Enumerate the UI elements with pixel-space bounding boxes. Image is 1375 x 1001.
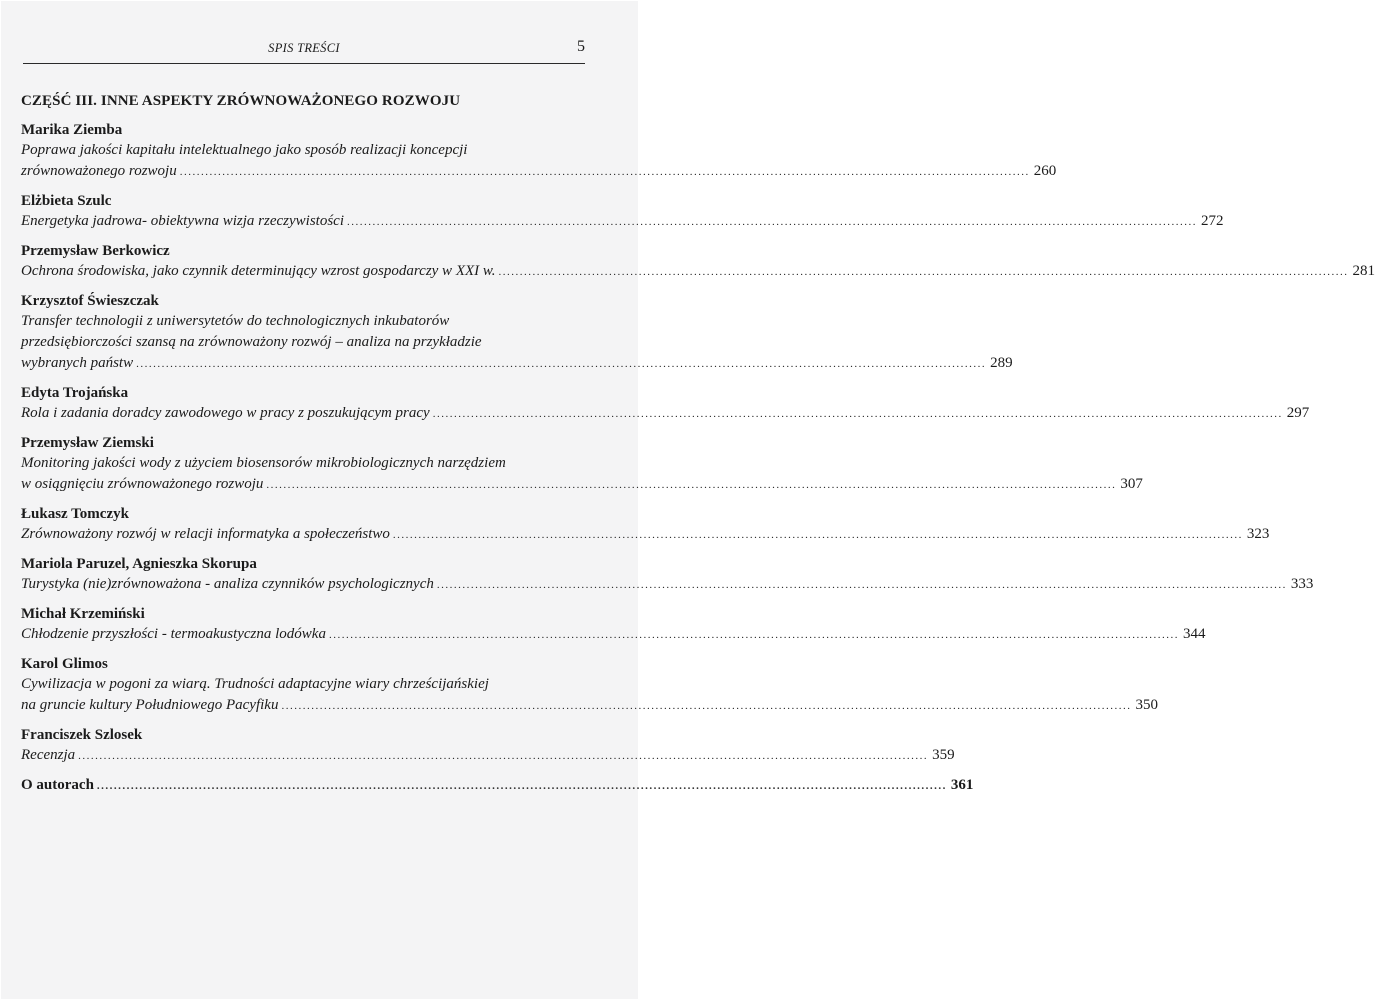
- toc-entry-author: Franciszek Szlosek: [21, 727, 143, 743]
- toc-entry-title: wybranych państw: [21, 355, 134, 371]
- dot-leader: ........................................................................................................................................................................................................: [179, 166, 1030, 178]
- toc-entry-title: Turystyka (nie)zrównoważona - analiza czynników psychologicznych: [21, 576, 434, 592]
- toc-entry-page: 272: [1201, 213, 1224, 229]
- toc-entry-title: Ochrona środowiska, jako czynnik determinujący wzrost gospodarczy w XXI w.: [21, 263, 496, 279]
- document-page: [1, 1, 1375, 999]
- dot-leader: ........................................................................................................................................................................................................: [328, 629, 1179, 641]
- toc-entry-title-line: [21, 261, 1375, 283]
- dot-leader: ........................................................................................................................................................................................................: [498, 266, 1349, 278]
- toc-final-entry: [21, 775, 974, 797]
- toc-entry-title: na gruncie kultury Południowego Pacyfiku: [21, 697, 279, 713]
- toc-entry-author: Edyta Trojańska: [21, 385, 129, 401]
- toc-entry-title: Recenzja: [21, 747, 76, 763]
- toc-entry-page: 344: [1182, 626, 1206, 642]
- toc-entry-title: Rola i zadania doradcy zawodowego w pracy z poszukującym pracy: [21, 405, 430, 421]
- toc-entry-title-line: [21, 332, 584, 353]
- toc-entry: [21, 241, 1375, 283]
- dot-leader: ........................................................................................................................................................................................................: [78, 750, 929, 762]
- toc-entry-title: Cywilizacja w pogoni za wiarą. Trudności adaptacyjne wiary chrześcijańskiej: [21, 676, 489, 692]
- toc-entry-page: 350: [1135, 697, 1158, 713]
- toc-entry-title-line: [21, 524, 1270, 546]
- toc-entry-title-line: [21, 353, 1013, 375]
- toc-entry-title-line: [21, 474, 1143, 496]
- dot-leader: ........................................................................................................................................................................................................: [432, 408, 1283, 420]
- toc-entry: [21, 291, 1013, 375]
- toc-entry-title: Monitoring jakości wody z użyciem biosensorów mikrobiologicznych narzędziem: [21, 455, 506, 471]
- toc-entry-title-line: [21, 403, 1310, 425]
- toc-entry-page: 333: [1290, 576, 1314, 592]
- toc-entry: [21, 604, 1206, 646]
- toc-entry-title: Poprawa jakości kapitału intelektualnego jako sposób realizacji koncepcji: [21, 142, 468, 158]
- toc-entry-page: 307: [1120, 476, 1143, 492]
- toc-entry: [21, 504, 1270, 546]
- toc-entry-title-line: [21, 674, 584, 695]
- toc-entry-title-line: [21, 745, 955, 767]
- toc-entry-title: Chłodzenie przyszłości - termoakustyczna lodówka: [21, 626, 326, 642]
- dot-leader: ........................................................................................................................................................................................................: [347, 216, 1198, 228]
- toc-entry-author: Michał Krzemiński: [21, 606, 145, 622]
- toc-entries: [21, 120, 1375, 767]
- page-header: [23, 37, 585, 64]
- dot-leader: ........................................................................................................................................................................................................: [281, 700, 1132, 712]
- toc-entry-page: 289: [990, 355, 1013, 371]
- toc-entry-page: 323: [1246, 526, 1270, 542]
- toc-entry-author: Elżbieta Szulc: [21, 193, 112, 209]
- toc-entry-title-line: [21, 624, 1206, 646]
- dot-leader: ........................................................................................................................................................................................................: [266, 479, 1117, 491]
- toc-entry-page: 361: [950, 777, 974, 793]
- toc-entry-author: Łukasz Tomczyk: [21, 506, 129, 522]
- toc-entry-title: Zrównoważony rozwój w relacji informatyka a społeczeństwo: [21, 526, 390, 542]
- toc-entry-title-line: [21, 695, 1158, 717]
- toc-entry-title-line: [21, 140, 584, 161]
- toc-entry-title: Energetyka jadrowa- obiektywna wizja rzeczywistości: [21, 213, 345, 229]
- toc-entry-title: w osiągnięciu zrównoważonego rozwoju: [21, 476, 264, 492]
- page-number: 5: [577, 38, 585, 55]
- toc-entry-author: Mariola Paruzel, Agnieszka Skorupa: [21, 556, 257, 572]
- toc-entry: [21, 191, 1224, 233]
- toc-entry-title-line: [21, 211, 1224, 233]
- toc-entry-author: Krzysztof Świeszczak: [21, 293, 159, 309]
- toc-entry-author: Karol Glimos: [21, 656, 108, 672]
- part-title: CZĘŚĆ III. INNE ASPEKTY ZRÓWNOWAŻONEGO ROZWOJU: [21, 93, 461, 109]
- table-of-contents: [21, 91, 1375, 797]
- toc-entry-page: 260: [1033, 163, 1057, 179]
- toc-entry: [21, 654, 1158, 717]
- toc-entry-title: Transfer technologii z uniwersytetów do technologicznych inkubatorów: [21, 313, 450, 329]
- toc-entry: [21, 433, 1143, 496]
- toc-entry-page: 359: [932, 747, 955, 763]
- toc-entry-page: 281: [1352, 263, 1375, 279]
- dot-leader: ........................................................................................................................................................................................................: [96, 780, 947, 792]
- toc-entry: [21, 120, 1057, 183]
- toc-entry-title-line: [21, 574, 1314, 596]
- toc-entry-title: przedsiębiorczości szansą na zrównoważony rozwój – analiza na przykładzie: [21, 334, 482, 350]
- toc-entry-author: Przemysław Berkowicz: [21, 243, 170, 259]
- toc-entry-author: Marika Ziemba: [21, 122, 123, 138]
- dot-leader: ........................................................................................................................................................................................................: [436, 579, 1287, 591]
- toc-entry-title-line: [21, 161, 1057, 183]
- toc-entry-title-line: [21, 311, 584, 332]
- toc-entry: [21, 554, 1314, 596]
- toc-entry: [21, 725, 955, 767]
- dot-leader: ........................................................................................................................................................................................................: [136, 358, 987, 370]
- running-title: SPIS TREŚCI: [268, 41, 340, 55]
- toc-entry-title-line: [21, 453, 584, 474]
- toc-entry-page: 297: [1286, 405, 1310, 421]
- dot-leader: ........................................................................................................................................................................................................: [392, 529, 1243, 541]
- toc-entry: [21, 383, 1310, 425]
- toc-entry-title: O autorach: [21, 777, 94, 793]
- toc-entry-author: Przemysław Ziemski: [21, 435, 154, 451]
- toc-entry-title: zrównoważonego rozwoju: [21, 163, 177, 179]
